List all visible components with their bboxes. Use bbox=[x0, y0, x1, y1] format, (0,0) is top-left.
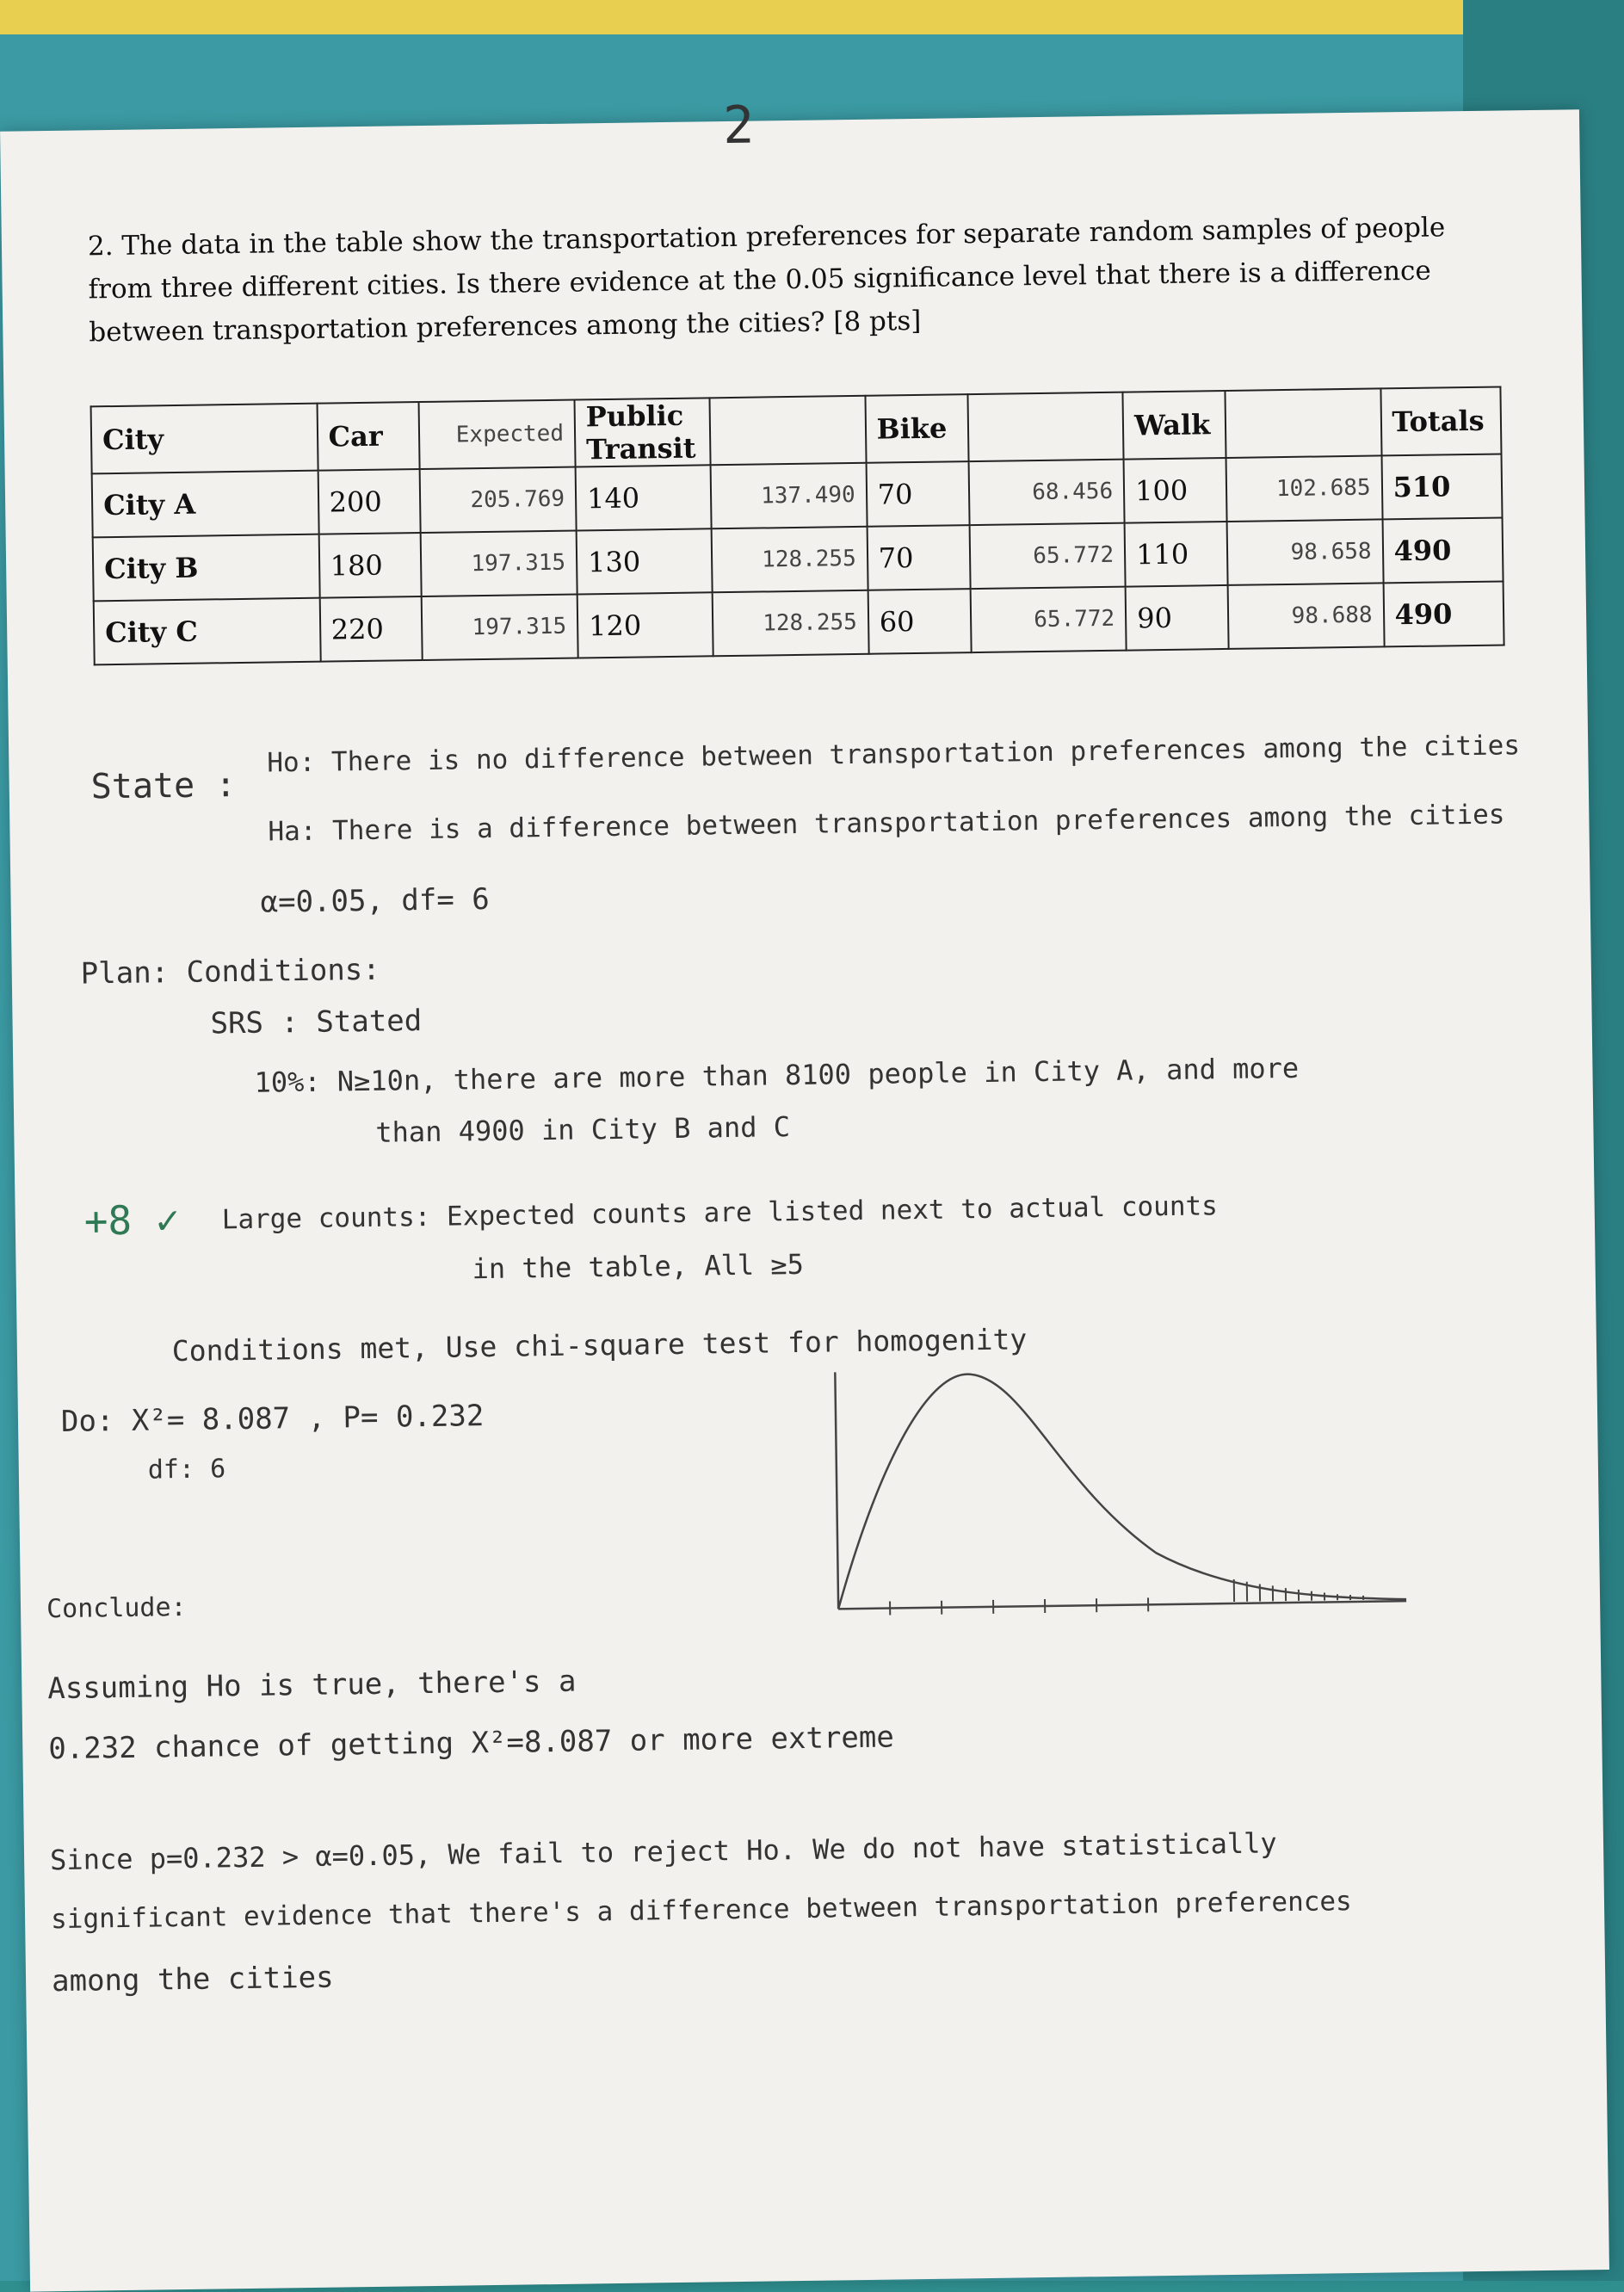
table-cell-expected: 128.255 bbox=[712, 527, 868, 593]
corner-note: 2 bbox=[723, 96, 755, 156]
table-cell-total: 510 bbox=[1381, 454, 1503, 519]
data-table bbox=[90, 386, 1505, 665]
conclude-line: significant evidence that there's a difference between transportation preferences bbox=[51, 1886, 1352, 1935]
table-header: City bbox=[91, 404, 318, 474]
table-cell: 120 bbox=[577, 592, 713, 658]
table-header: Expected bbox=[419, 400, 576, 470]
table-cell: City A bbox=[92, 471, 319, 538]
table-header: Public Transit bbox=[574, 398, 710, 466]
score-mark: +8 ✓ bbox=[83, 1196, 180, 1245]
chi-square-curve-sketch bbox=[826, 1351, 1423, 1635]
table-cell: 200 bbox=[318, 469, 421, 534]
table-cell: City B bbox=[93, 534, 320, 602]
table-cell-expected: 137.490 bbox=[711, 463, 868, 529]
conclude-line: 0.232 chance of getting X²=8.087 or more extreme bbox=[48, 1720, 894, 1766]
srs-condition: SRS : Stated bbox=[210, 1004, 422, 1041]
table-cell-expected: 65.772 bbox=[970, 587, 1127, 653]
state-label: State : bbox=[90, 765, 236, 806]
ten-percent-condition-cont: than 4900 in City B and C bbox=[375, 1110, 790, 1149]
table-cell-expected: 98.658 bbox=[1227, 519, 1384, 585]
conclude-line: among the cities bbox=[52, 1961, 334, 1999]
table-cell-expected: 128.255 bbox=[713, 590, 869, 657]
table-header bbox=[967, 392, 1124, 462]
conclude-line: Assuming Ho is true, there's a bbox=[47, 1665, 577, 1707]
table-cell: 110 bbox=[1125, 522, 1228, 587]
table-header: Walk bbox=[1123, 391, 1226, 460]
table-header bbox=[1225, 388, 1381, 458]
large-counts-condition: Large counts: Expected counts are listed next to actual counts bbox=[222, 1190, 1219, 1235]
table-header bbox=[710, 396, 867, 466]
ten-percent-condition: 10%: N≥10n, there are more than 8100 people in City A, and more bbox=[254, 1052, 1299, 1099]
table-header: Totals bbox=[1380, 386, 1502, 455]
null-hypothesis: Ho: There is no difference between transportation preferences among the cities bbox=[267, 730, 1520, 778]
table-cell: 100 bbox=[1124, 458, 1227, 523]
question-text: 2. The data in the table show the transportation preferences for separate random samples of people from three different cities. Is there evidence at the 0.05 significance level that there is a difference between transportation preferences among the cities? [8 pts] bbox=[88, 206, 1484, 355]
table-cell: 140 bbox=[576, 465, 712, 530]
table-cell: 70 bbox=[867, 525, 970, 590]
conclude-label: Conclude: bbox=[46, 1592, 187, 1624]
table-cell: 130 bbox=[577, 528, 713, 594]
table-cell-expected: 197.315 bbox=[422, 595, 577, 661]
table-cell: 220 bbox=[319, 596, 423, 662]
table-cell-expected: 102.685 bbox=[1226, 455, 1383, 522]
table-cell-expected: 197.315 bbox=[421, 531, 577, 597]
table-cell: 180 bbox=[318, 533, 422, 598]
table-cell: City C bbox=[94, 598, 321, 665]
conditions-met: Conditions met, Use chi-square test for homogenity bbox=[172, 1322, 1028, 1368]
plan-label: Plan: Conditions: bbox=[80, 953, 380, 992]
alternative-hypothesis: Ha: There is a difference between transportation preferences among the cities bbox=[268, 799, 1504, 847]
table-cell-expected: 65.772 bbox=[969, 523, 1125, 590]
table-header: Bike bbox=[865, 394, 968, 463]
conclude-line: Since p=0.232 > α=0.05, We fail to reject Ho. We do not have statistically bbox=[50, 1826, 1277, 1876]
do-statistics: Do: X²= 8.087 , P= 0.232 bbox=[61, 1399, 485, 1439]
alpha-df: α=0.05, df= 6 bbox=[260, 882, 490, 920]
do-df: df: 6 bbox=[148, 1454, 226, 1485]
table-cell-expected: 98.688 bbox=[1228, 583, 1385, 649]
table-cell: 70 bbox=[866, 461, 969, 527]
table-cell-total: 490 bbox=[1383, 581, 1504, 646]
table-header: Car bbox=[317, 402, 420, 471]
table-cell-total: 490 bbox=[1382, 517, 1504, 583]
table-cell: 90 bbox=[1126, 585, 1229, 651]
worksheet-paper bbox=[0, 109, 1609, 2291]
large-counts-condition-cont: in the table, All ≥5 bbox=[472, 1248, 804, 1285]
table-cell: 60 bbox=[868, 589, 971, 654]
table-cell-expected: 205.769 bbox=[420, 467, 576, 534]
table-cell-expected: 68.456 bbox=[968, 460, 1124, 526]
